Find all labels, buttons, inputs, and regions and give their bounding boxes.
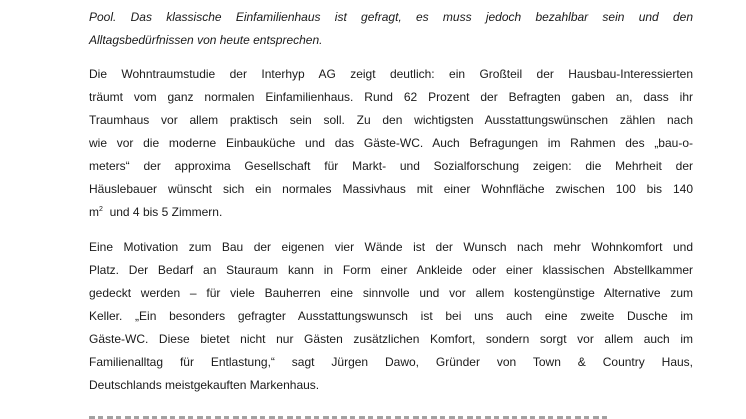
intro-paragraph (89, 6, 693, 52)
paragraph-line: träumt vom ganz normalen Einfamilienhaus. Rund 62 Prozent der Befragten gaben an, dass ihr (89, 90, 693, 104)
paragraph-line: Deutschlands meistgekauften Markenhaus. (89, 378, 320, 392)
unit-superscript: 2 (99, 206, 103, 213)
paragraph-2 (89, 236, 693, 397)
unit-m: m (89, 205, 99, 219)
paragraph-line: Die Wohntraumstudie der Interhyp AG zeigt deutlich: ein Großteil der Hausbau-Interessierten (89, 67, 693, 81)
paragraph-line: gedeckt werden – für viele Bauherren eine sinnvolle und vor allem kostengünstige Alternative zum (89, 286, 693, 300)
paragraph-line: Platz. Der Bedarf an Stauraum kann in Form einer Ankleide oder einer klassischen Abstellkammer (89, 263, 693, 277)
paragraph-line: Traumhaus vor allem praktisch sein soll. Zu den wichtigsten Ausstattungswünschen zählen nach (89, 113, 693, 127)
paragraph-line: Eine Motivation zum Bau der eigenen vier Wände ist der Wunsch nach mehr Wohnkomfort und (89, 240, 693, 254)
paragraph-line: Häuslebauer wünscht sich ein normales Massivhaus mit einer Wohnfläche zwischen 100 bis 140 (89, 182, 693, 196)
paragraph-line: Gäste-WC. Diese bietet nicht nur Gästen zusätzlichen Komfort, sondern sorgt vor allem auch im (89, 332, 693, 346)
paragraph-line: Familienalltag für Entlastung,“ sagt Jürgen Dawo, Gründer von Town & Country Haus, (89, 355, 693, 369)
paragraph-line: meters“ der approxima Gesellschaft für Markt- und Sozialforschung zeigen: die Mehrheit der (89, 159, 693, 173)
paragraph-last-line (89, 201, 693, 224)
paragraph-line-tail: und 4 bis 5 Zimmern. (102, 205, 223, 219)
paragraph-1 (89, 63, 693, 224)
paragraph-line: wie vor die moderne Einbauküche und das Gäste-WC. Auch Befragungen im Rahmen des „bau-o- (89, 136, 693, 150)
intro-line: Pool. Das klassische Einfamilienhaus ist gefragt, es muss jedoch bezahlbar sein und den (89, 10, 693, 24)
intro-line: Alltagsbedürfnissen von heute entsprechen. (89, 33, 323, 47)
bottom-cutoff-line (89, 412, 609, 419)
paragraph-line: Keller. „Ein besonders gefragter Ausstattungswunsch ist bei uns auch eine zweite Dusche im (89, 309, 693, 323)
